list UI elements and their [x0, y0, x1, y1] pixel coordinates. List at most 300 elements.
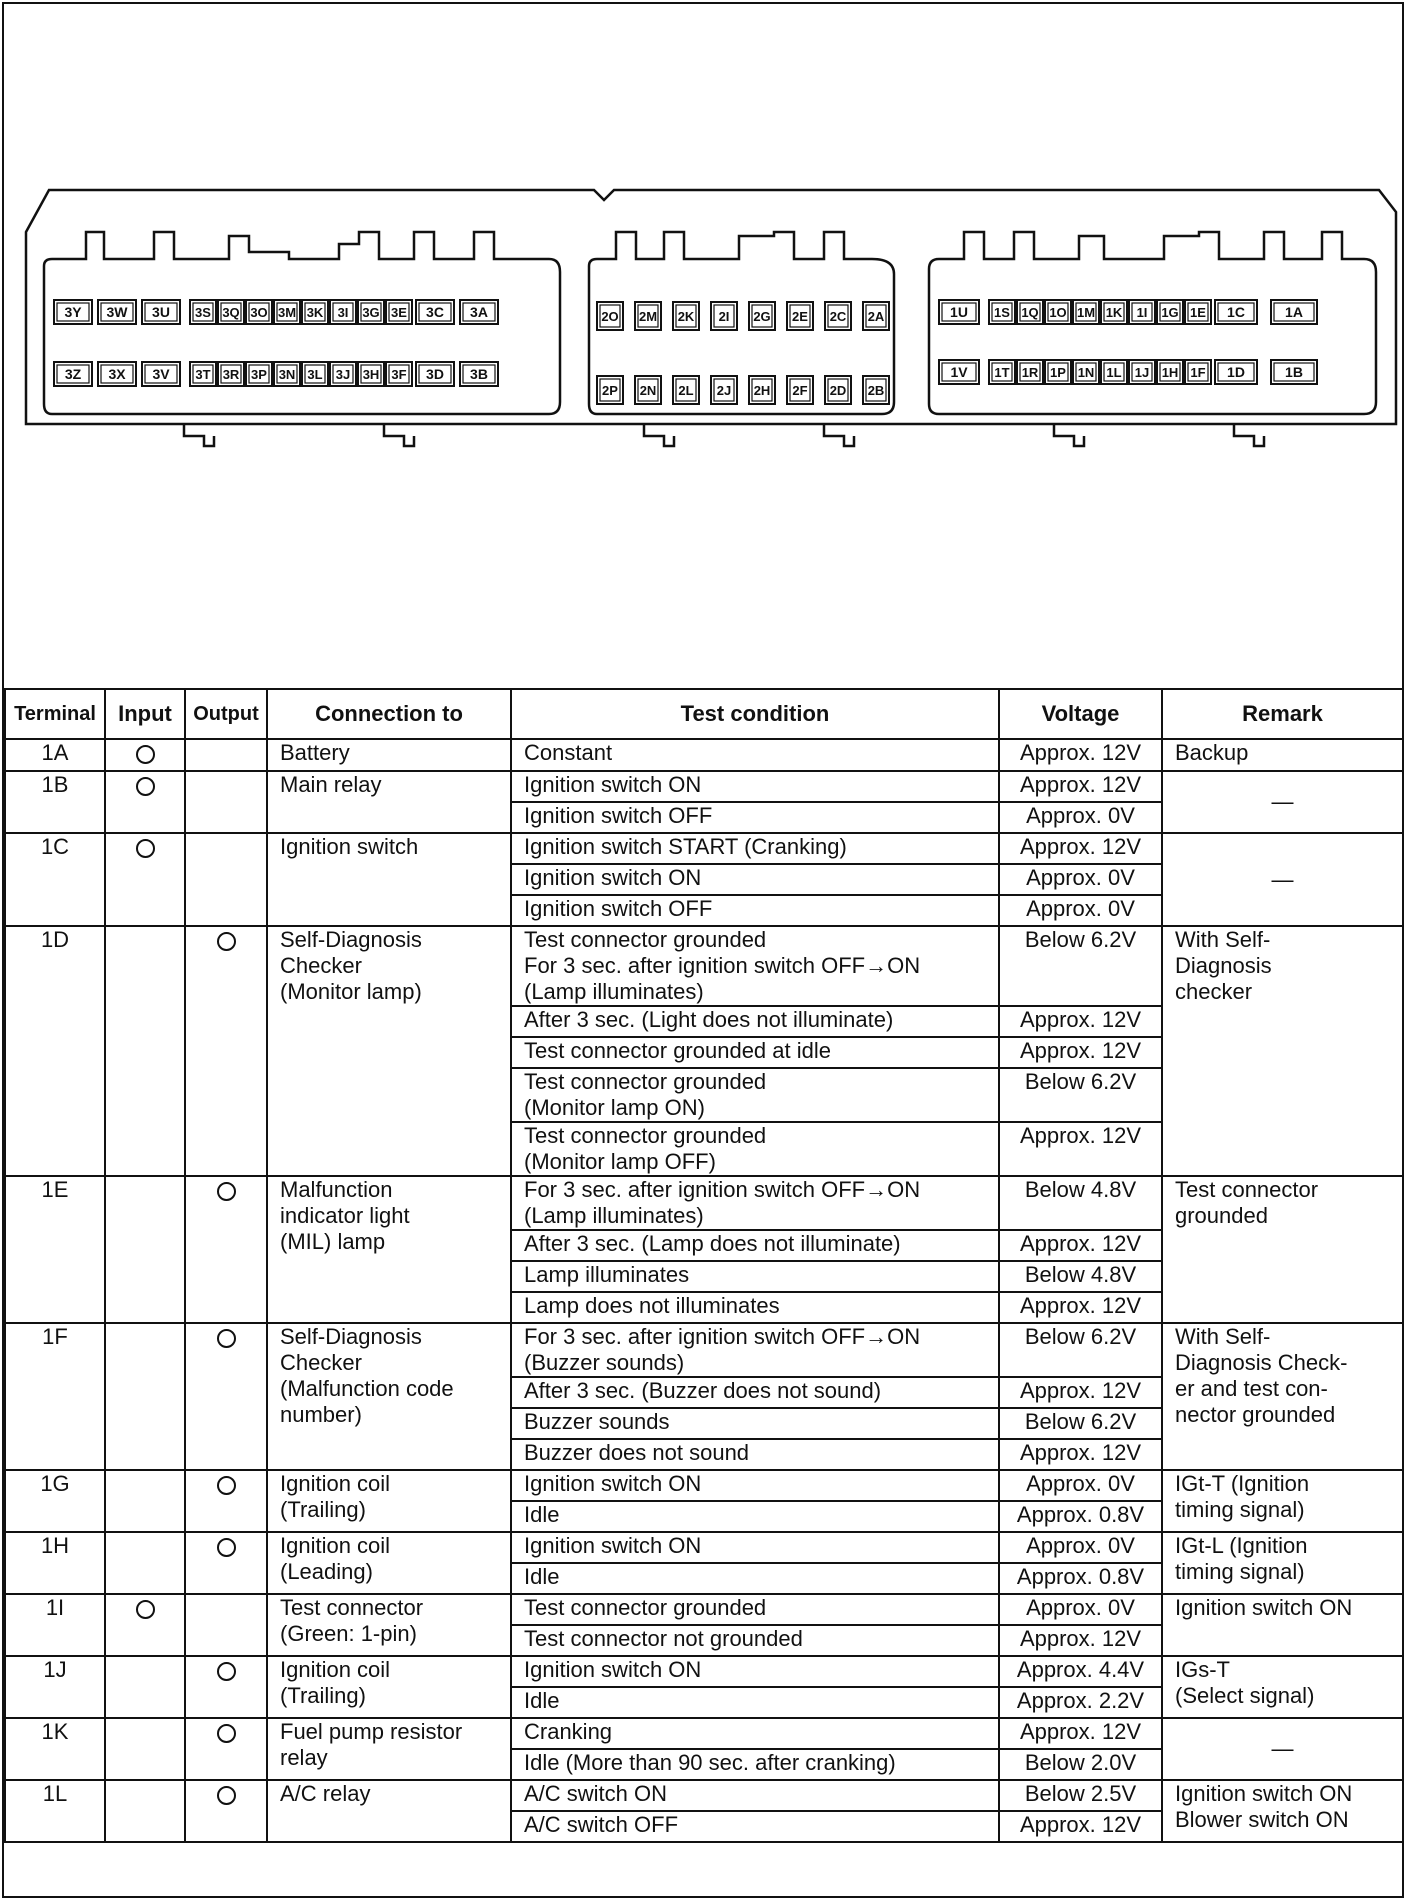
- table-row: [5, 1176, 1403, 1230]
- test-condition: Lamp does not illuminates: [511, 1292, 999, 1323]
- voltage: Approx. 0V: [999, 1470, 1162, 1501]
- table-row: [5, 1780, 1403, 1811]
- pin-label: 3X: [108, 366, 126, 382]
- table-row: [5, 1656, 1403, 1687]
- terminal-id: 1E: [5, 1176, 105, 1323]
- input-mark: [105, 739, 185, 771]
- pin-3a: [460, 300, 498, 324]
- test-text: Test connector grounded (Monitor lamp OFF): [524, 1123, 767, 1174]
- pin-label: 3P: [251, 367, 267, 382]
- pin-label: 1A: [1285, 304, 1303, 320]
- output-mark: [185, 1532, 267, 1594]
- test-condition: Idle: [511, 1501, 999, 1532]
- table-row: [5, 739, 1403, 771]
- pin-label: 1U: [950, 304, 968, 320]
- circle-mark-icon: [217, 1786, 236, 1805]
- pin-label: 1D: [1227, 364, 1245, 380]
- output-mark: [185, 1594, 267, 1656]
- voltage: Below 2.5V: [999, 1780, 1162, 1811]
- remark-text: IGt-L (Ignition timing signal): [1175, 1533, 1308, 1584]
- remark: [1162, 1780, 1403, 1842]
- output-mark: [185, 1470, 267, 1532]
- pin-label: 1C: [1227, 304, 1245, 320]
- terminal-id: 1D: [5, 926, 105, 1176]
- pin-3t: [190, 362, 216, 386]
- test-condition: Idle: [511, 1563, 999, 1594]
- pin-1r: [1017, 360, 1043, 384]
- pin-label: 1S: [994, 305, 1010, 320]
- table-row: [5, 1532, 1403, 1563]
- output-mark: [185, 1323, 267, 1470]
- terminal-id: 1G: [5, 1470, 105, 1532]
- pin-label: 2O: [601, 309, 619, 324]
- pin-label: 3D: [426, 366, 444, 382]
- pin-2b: [863, 376, 889, 404]
- pin-label: 3Y: [64, 304, 82, 320]
- input-mark: [105, 833, 185, 926]
- pin-2h: [749, 376, 775, 404]
- header-voltage: Voltage: [999, 689, 1162, 739]
- pin-3k: [302, 300, 328, 324]
- pin-label: 1B: [1285, 364, 1303, 380]
- pin-2f: [787, 376, 813, 404]
- connection-text: Self-Diagnosis Checker (Monitor lamp): [280, 927, 422, 1004]
- circle-mark-icon: [217, 1182, 236, 1201]
- pin-label: 3G: [362, 305, 380, 320]
- voltage: Approx. 12V: [999, 1377, 1162, 1408]
- pin-2g: [749, 302, 775, 330]
- test-condition: Constant: [511, 739, 999, 771]
- pin-1i: [1129, 300, 1155, 324]
- voltage: Approx. 0V: [999, 864, 1162, 895]
- pin-label: 3N: [278, 367, 296, 382]
- test-condition: Lamp illuminates: [511, 1261, 999, 1292]
- voltage: Approx. 12V: [999, 1037, 1162, 1068]
- connection-text: Malfunction indicator light (MIL) lamp: [280, 1177, 410, 1254]
- circle-mark-icon: [217, 1538, 236, 1557]
- test-condition: Idle (More than 90 sec. after cranking): [511, 1749, 999, 1780]
- pin-1j: [1129, 360, 1155, 384]
- remark-text: IGt-T (Ignition timing signal): [1175, 1471, 1310, 1522]
- pin-3o: [246, 300, 272, 324]
- test-condition: Ignition switch ON: [511, 1532, 999, 1563]
- pin-1e: [1185, 300, 1211, 324]
- pin-3w: [98, 300, 136, 324]
- voltage: Approx. 12V: [999, 1625, 1162, 1656]
- connection-text: Test connector (Green: 1-pin): [280, 1595, 424, 1646]
- output-mark: [185, 926, 267, 1176]
- terminal-id: 1H: [5, 1532, 105, 1594]
- header-test-condition: Test condition: [511, 689, 999, 739]
- connection-to: [267, 1656, 511, 1718]
- pin-3r: [218, 362, 244, 386]
- terminal-id: 1F: [5, 1323, 105, 1470]
- test-condition: After 3 sec. (Buzzer does not sound): [511, 1377, 999, 1408]
- voltage: Approx. 12V: [999, 771, 1162, 802]
- test-condition: Buzzer does not sound: [511, 1439, 999, 1470]
- pin-label: 3L: [307, 367, 323, 382]
- pin-1p: [1045, 360, 1071, 384]
- remark-text: Test connector grounded: [1175, 1177, 1319, 1228]
- connector-1: [929, 232, 1376, 414]
- terminal-id: 1J: [5, 1656, 105, 1718]
- pin-label: 2I: [718, 309, 730, 324]
- pin-label: 2L: [678, 383, 694, 398]
- pin-3y: [54, 300, 92, 324]
- pin-label: 2K: [677, 309, 695, 324]
- test-condition: [511, 1323, 999, 1377]
- pin-label: 3R: [222, 367, 240, 382]
- test-condition: Cranking: [511, 1718, 999, 1749]
- pin-label: 2J: [716, 383, 732, 398]
- pin-label: 2D: [829, 383, 847, 398]
- remark-text: Ignition switch ON Blower switch ON: [1175, 1781, 1353, 1832]
- test-text: For 3 sec. after ignition switch OFF→ON (Lamp illuminates): [524, 1177, 921, 1228]
- circle-mark-icon: [136, 1600, 155, 1619]
- pin-2p: [597, 376, 623, 404]
- pin-3v: [142, 362, 180, 386]
- pin-2e: [787, 302, 813, 330]
- voltage: Approx. 12V: [999, 1718, 1162, 1749]
- test-text: For 3 sec. after ignition switch OFF→ON (Buzzer sounds): [524, 1324, 921, 1375]
- connection-text: A/C relay: [280, 1781, 371, 1806]
- circle-mark-icon: [217, 1724, 236, 1743]
- output-mark: [185, 771, 267, 833]
- connector-2: [589, 232, 894, 414]
- remark-text: Ignition switch ON: [1175, 1595, 1353, 1620]
- pin-label: 3W: [106, 304, 128, 320]
- pin-3q: [218, 300, 244, 324]
- header-input: Input: [105, 689, 185, 739]
- pin-label: 2A: [867, 309, 885, 324]
- header-terminal: Terminal: [5, 689, 105, 739]
- pin-label: 3O: [250, 305, 268, 320]
- input-mark: [105, 1532, 185, 1594]
- remark: —: [1162, 1718, 1403, 1780]
- pin-label: 3A: [470, 304, 488, 320]
- pin-label: 3H: [362, 367, 380, 382]
- pin-2o: [597, 302, 623, 330]
- terminal-id: 1A: [5, 739, 105, 771]
- pin-1g: [1157, 300, 1183, 324]
- pin-3e: [386, 300, 412, 324]
- remark: [1162, 1594, 1403, 1656]
- test-condition: [511, 926, 999, 1006]
- table-row: [5, 1470, 1403, 1501]
- pin-label: 3Z: [64, 366, 82, 382]
- pin-label: 3T: [195, 367, 211, 382]
- pin-3n: [274, 362, 300, 386]
- test-condition: Test connector grounded at idle: [511, 1037, 999, 1068]
- pin-label: 1E: [1190, 305, 1206, 320]
- pin-1u: [939, 300, 979, 324]
- table-row: [5, 771, 1403, 802]
- pin-label: 1G: [1161, 305, 1179, 320]
- pin-label: 1M: [1076, 305, 1096, 320]
- pin-label: 2N: [639, 383, 657, 398]
- voltage: Approx. 0.8V: [999, 1563, 1162, 1594]
- test-condition: [511, 1068, 999, 1122]
- pin-label: 2M: [638, 309, 658, 324]
- header-output: Output: [185, 689, 267, 739]
- table-row: [5, 833, 1403, 864]
- connection-text: Ignition coil (Trailing): [280, 1657, 391, 1708]
- test-condition: A/C switch ON: [511, 1780, 999, 1811]
- pin-3h: [358, 362, 384, 386]
- pin-label: 3J: [335, 367, 351, 382]
- pin-label: 3Q: [222, 305, 240, 320]
- pin-2m: [635, 302, 661, 330]
- pin-label: 3C: [426, 304, 444, 320]
- circle-mark-icon: [217, 932, 236, 951]
- table-row: [5, 1718, 1403, 1749]
- remark: [1162, 1532, 1403, 1594]
- test-text: Test connector grounded (Monitor lamp ON): [524, 1069, 767, 1120]
- pin-3l: [302, 362, 328, 386]
- test-condition: Test connector not grounded: [511, 1625, 999, 1656]
- test-condition: After 3 sec. (Light does not illuminate): [511, 1006, 999, 1037]
- remark: —: [1162, 771, 1403, 833]
- remark-text: With Self- Diagnosis Check- er and test con- nector grounded: [1175, 1324, 1348, 1427]
- pin-1n: [1073, 360, 1099, 384]
- connection-text: Ignition coil (Trailing): [280, 1471, 391, 1522]
- circle-mark-icon: [136, 745, 155, 764]
- test-condition: Idle: [511, 1687, 999, 1718]
- pin-label: 2P: [602, 383, 618, 398]
- remark: —: [1162, 833, 1403, 926]
- pin-label: 2B: [867, 383, 885, 398]
- pin-label: 3U: [152, 304, 170, 320]
- connection-to: Battery: [267, 739, 511, 771]
- test-condition: Ignition switch ON: [511, 1656, 999, 1687]
- table-header-row: [5, 689, 1403, 739]
- voltage: Approx. 0V: [999, 1532, 1162, 1563]
- pin-1s: [989, 300, 1015, 324]
- output-mark: [185, 1780, 267, 1842]
- test-condition: Ignition switch ON: [511, 771, 999, 802]
- pin-label: 1K: [1105, 305, 1123, 320]
- pin-2a: [863, 302, 889, 330]
- voltage: Below 2.0V: [999, 1749, 1162, 1780]
- pin-2d: [825, 376, 851, 404]
- pin-2l: [673, 376, 699, 404]
- voltage: Approx. 12V: [999, 833, 1162, 864]
- input-mark: [105, 771, 185, 833]
- connection-to: Ignition switch: [267, 833, 511, 926]
- service-manual-page: [2, 2, 1404, 1898]
- input-mark: [105, 1780, 185, 1842]
- pin-3b: [460, 362, 498, 386]
- test-condition: Ignition switch START (Cranking): [511, 833, 999, 864]
- pin-2i: [711, 302, 737, 330]
- voltage: Approx. 12V: [999, 1122, 1162, 1176]
- voltage: Below 6.2V: [999, 1068, 1162, 1122]
- connection-to: [267, 1470, 511, 1532]
- remark: [1162, 1470, 1403, 1532]
- input-mark: [105, 1323, 185, 1470]
- remark: Backup: [1162, 739, 1403, 771]
- voltage: Approx. 12V: [999, 739, 1162, 771]
- table-row: [5, 926, 1403, 1006]
- terminal-id: 1C: [5, 833, 105, 926]
- output-mark: [185, 833, 267, 926]
- pin-label: 2F: [792, 383, 808, 398]
- pin-label: 3E: [391, 305, 407, 320]
- pin-1c: [1215, 300, 1257, 324]
- pin-label: 3B: [470, 366, 488, 382]
- pin-label: 1V: [950, 364, 968, 380]
- output-mark: [185, 1718, 267, 1780]
- output-mark: [185, 1656, 267, 1718]
- connector-3: [44, 232, 560, 414]
- pin-label: 3I: [337, 305, 349, 320]
- pin-2k: [673, 302, 699, 330]
- voltage: Approx. 12V: [999, 1292, 1162, 1323]
- connection-text: Fuel pump resistor relay: [280, 1719, 463, 1770]
- pin-1v: [939, 360, 979, 384]
- header-connection: Connection to: [267, 689, 511, 739]
- pin-3x: [98, 362, 136, 386]
- pin-label: 3S: [195, 305, 211, 320]
- pin-label: 2C: [829, 309, 847, 324]
- pin-label: 1F: [1190, 365, 1206, 380]
- pin-1d: [1215, 360, 1257, 384]
- pin-label: 2E: [792, 309, 808, 324]
- remark: [1162, 1323, 1403, 1470]
- ecu-connector-diagram: [4, 4, 1402, 684]
- test-condition: [511, 1122, 999, 1176]
- connection-to: [267, 1323, 511, 1470]
- pin-label: 1H: [1161, 365, 1179, 380]
- pin-3f: [386, 362, 412, 386]
- input-mark: [105, 1470, 185, 1532]
- pin-label: 1Q: [1021, 305, 1039, 320]
- voltage: Approx. 12V: [999, 1006, 1162, 1037]
- pin-1k: [1101, 300, 1127, 324]
- voltage: Below 6.2V: [999, 926, 1162, 1006]
- terminal-id: 1I: [5, 1594, 105, 1656]
- pin-3p: [246, 362, 272, 386]
- test-condition: Buzzer sounds: [511, 1408, 999, 1439]
- circle-mark-icon: [217, 1329, 236, 1348]
- voltage: Below 6.2V: [999, 1408, 1162, 1439]
- terminal-spec-table: [4, 688, 1404, 1843]
- voltage: Approx. 0.8V: [999, 1501, 1162, 1532]
- pin-1m: [1073, 300, 1099, 324]
- input-mark: [105, 1656, 185, 1718]
- voltage: Approx. 2.2V: [999, 1687, 1162, 1718]
- terminal-id: 1B: [5, 771, 105, 833]
- pin-2j: [711, 376, 737, 404]
- test-condition: Ignition switch OFF: [511, 802, 999, 833]
- circle-mark-icon: [136, 777, 155, 796]
- voltage: Approx. 0V: [999, 802, 1162, 833]
- pin-label: 3F: [391, 367, 407, 382]
- pin-label: 3M: [277, 305, 297, 320]
- input-mark: [105, 1718, 185, 1780]
- voltage: Approx. 12V: [999, 1811, 1162, 1842]
- remark-text: IGs-T (Select signal): [1175, 1657, 1315, 1708]
- test-condition: Test connector grounded: [511, 1594, 999, 1625]
- connection-to: [267, 1594, 511, 1656]
- pin-3m: [274, 300, 300, 324]
- table-row: [5, 1323, 1403, 1377]
- header-remark: Remark: [1162, 689, 1403, 739]
- voltage: Below 6.2V: [999, 1323, 1162, 1377]
- input-mark: [105, 1594, 185, 1656]
- circle-mark-icon: [217, 1476, 236, 1495]
- voltage: Approx. 4.4V: [999, 1656, 1162, 1687]
- test-condition: [511, 1176, 999, 1230]
- terminal-id: 1L: [5, 1780, 105, 1842]
- pin-1l: [1101, 360, 1127, 384]
- pin-1a: [1271, 300, 1317, 324]
- pin-label: 1N: [1077, 365, 1095, 380]
- remark: [1162, 926, 1403, 1176]
- test-condition: After 3 sec. (Lamp does not illuminate): [511, 1230, 999, 1261]
- pin-label: 1T: [994, 365, 1010, 380]
- input-mark: [105, 1176, 185, 1323]
- remark: [1162, 1176, 1403, 1323]
- pin-3u: [142, 300, 180, 324]
- pin-label: 2H: [753, 383, 771, 398]
- output-mark: [185, 1176, 267, 1323]
- pin-2c: [825, 302, 851, 330]
- terminal-id: 1K: [5, 1718, 105, 1780]
- test-text: Test connector grounded For 3 sec. after ignition switch OFF→ON (Lamp illuminates): [524, 927, 921, 1004]
- pin-3g: [358, 300, 384, 324]
- output-mark: [185, 739, 267, 771]
- pin-label: 1P: [1050, 365, 1066, 380]
- pin-1t: [989, 360, 1015, 384]
- pin-3c: [416, 300, 454, 324]
- voltage: Approx. 12V: [999, 1439, 1162, 1470]
- test-condition: Ignition switch ON: [511, 864, 999, 895]
- connection-to: [267, 1532, 511, 1594]
- pin-1b: [1271, 360, 1317, 384]
- pin-3s: [190, 300, 216, 324]
- connection-text: Self-Diagnosis Checker (Malfunction code number): [280, 1324, 454, 1427]
- remark: [1162, 1656, 1403, 1718]
- voltage: Approx. 12V: [999, 1230, 1162, 1261]
- connection-to: Main relay: [267, 771, 511, 833]
- pin-3z: [54, 362, 92, 386]
- pin-1f: [1185, 360, 1211, 384]
- connection-to: [267, 1176, 511, 1323]
- remark-text: With Self- Diagnosis checker: [1175, 927, 1272, 1004]
- pin-1h: [1157, 360, 1183, 384]
- pin-label: 1J: [1134, 365, 1150, 380]
- circle-mark-icon: [217, 1662, 236, 1681]
- pin-label: 1I: [1136, 305, 1148, 320]
- test-condition: Ignition switch ON: [511, 1470, 999, 1501]
- test-condition: A/C switch OFF: [511, 1811, 999, 1842]
- pin-3i: [330, 300, 356, 324]
- pin-2n: [635, 376, 661, 404]
- input-mark: [105, 926, 185, 1176]
- pin-label: 3V: [152, 366, 170, 382]
- pin-1o: [1045, 300, 1071, 324]
- pin-label: 2G: [753, 309, 771, 324]
- bottom-tabs: [184, 424, 1264, 446]
- connection-to: [267, 1718, 511, 1780]
- connection-to: [267, 1780, 511, 1842]
- circle-mark-icon: [136, 839, 155, 858]
- voltage: Approx. 0V: [999, 895, 1162, 926]
- test-condition: Ignition switch OFF: [511, 895, 999, 926]
- connection-text: Ignition coil (Leading): [280, 1533, 391, 1584]
- connection-to: [267, 926, 511, 1176]
